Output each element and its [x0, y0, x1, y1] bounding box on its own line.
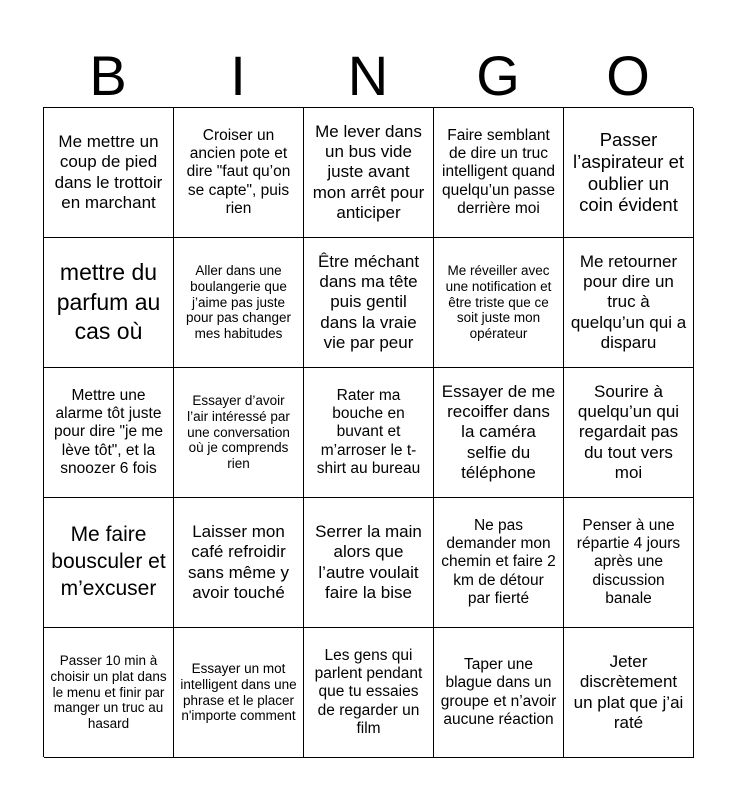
- bingo-title: [43, 46, 693, 106]
- cell-text: Être méchant dans ma tête puis gentil dans la vraie vie par peur: [317, 252, 420, 352]
- cell-text: Passer l’aspirateur et oublier un coin évident: [572, 128, 685, 216]
- cell-text: Passer 10 min à choisir un plat dans le menu et finir par manger un truc au hasard: [50, 652, 167, 732]
- cell-text: Ne pas demander mon chemin et faire 2 km de détour par fierté: [441, 516, 556, 607]
- title-letter-n: N: [347, 44, 389, 107]
- bingo-cell[interactable]: [174, 628, 304, 758]
- bingo-cell[interactable]: [174, 498, 304, 628]
- title-letter-i: I: [230, 44, 246, 107]
- cell-text: Essayer un mot intelligent dans une phrase et le placer n'importe comment: [180, 660, 297, 724]
- bingo-cell[interactable]: [174, 238, 304, 368]
- bingo-cell[interactable]: [434, 498, 564, 628]
- bingo-cell[interactable]: [564, 628, 694, 758]
- bingo-cell[interactable]: [304, 108, 434, 238]
- title-letter-b: B: [89, 44, 127, 107]
- cell-text: Sourire à quelqu’un qui regardait pas du tout vers moi: [577, 382, 680, 482]
- cell-text: Me retourner pour dire un truc à quelqu’un qui a disparu: [570, 252, 687, 352]
- bingo-cell[interactable]: [564, 108, 694, 238]
- cell-text: Mettre une alarme tôt juste pour dire "je me lève tôt", et la snoozer 6 fois: [54, 386, 163, 477]
- bingo-cell[interactable]: [304, 498, 434, 628]
- cell-text: Essayer de me recoiffer dans la caméra selfie du téléphone: [441, 382, 556, 482]
- bingo-cell[interactable]: [434, 628, 564, 758]
- cell-text: mettre du parfum au cas où: [56, 258, 161, 345]
- cell-text: Serrer la main alors que l’autre voulait faire la bise: [315, 522, 422, 602]
- cell-text: Rater ma bouche en buvant et m’arroser le t-shirt au bureau: [316, 386, 421, 477]
- bingo-cell[interactable]: [304, 628, 434, 758]
- bingo-grid: [43, 107, 693, 757]
- bingo-cell[interactable]: [304, 238, 434, 368]
- cell-text: Taper une blague dans un groupe et n’avoir aucune réaction: [440, 655, 557, 728]
- cell-text: Me faire bousculer et m’excuser: [51, 523, 166, 600]
- cell-text: Penser à une répartie 4 jours après une discussion banale: [576, 516, 681, 607]
- bingo-cell[interactable]: [44, 628, 174, 758]
- title-letter-g: G: [476, 44, 520, 107]
- cell-text: Jeter discrètement un plat que j’ai raté: [573, 652, 684, 732]
- bingo-cell[interactable]: [564, 368, 694, 498]
- cell-text: Croiser un ancien pote et dire "faut qu’on se capte", puis rien: [186, 126, 291, 217]
- cell-text: Les gens qui parlent pendant que tu essaies de regarder un film: [314, 646, 423, 737]
- bingo-cell[interactable]: [44, 108, 174, 238]
- cell-text: Me réveiller avec une notification et être triste que ce soit juste mon opérateur: [445, 262, 552, 342]
- cell-text: Faire semblant de dire un truc intelligent quand quelqu’un passe derrière moi: [442, 126, 555, 217]
- bingo-cell[interactable]: [434, 108, 564, 238]
- bingo-cell[interactable]: [434, 368, 564, 498]
- title-letter-o: O: [606, 44, 650, 107]
- cell-text: Me lever dans un bus vide juste avant mon arrêt pour anticiper: [312, 122, 425, 222]
- cell-text: Aller dans une boulangerie que j’aime pas juste pour pas changer mes habitudes: [185, 262, 292, 342]
- bingo-cell[interactable]: [44, 238, 174, 368]
- bingo-cell[interactable]: [44, 498, 174, 628]
- bingo-cell[interactable]: [44, 368, 174, 498]
- cell-text: Essayer d’avoir l’air intéressé par une conversation où je comprends rien: [187, 392, 290, 472]
- bingo-cell[interactable]: [434, 238, 564, 368]
- bingo-cell[interactable]: [564, 498, 694, 628]
- bingo-cell[interactable]: [304, 368, 434, 498]
- cell-text: Me mettre un coup de pied dans le trottoir en marchant: [54, 132, 163, 212]
- cell-text: Laisser mon café refroidir sans même y avoir touché: [187, 522, 290, 602]
- bingo-cell[interactable]: [174, 108, 304, 238]
- bingo-cell[interactable]: [564, 238, 694, 368]
- bingo-cell[interactable]: [174, 368, 304, 498]
